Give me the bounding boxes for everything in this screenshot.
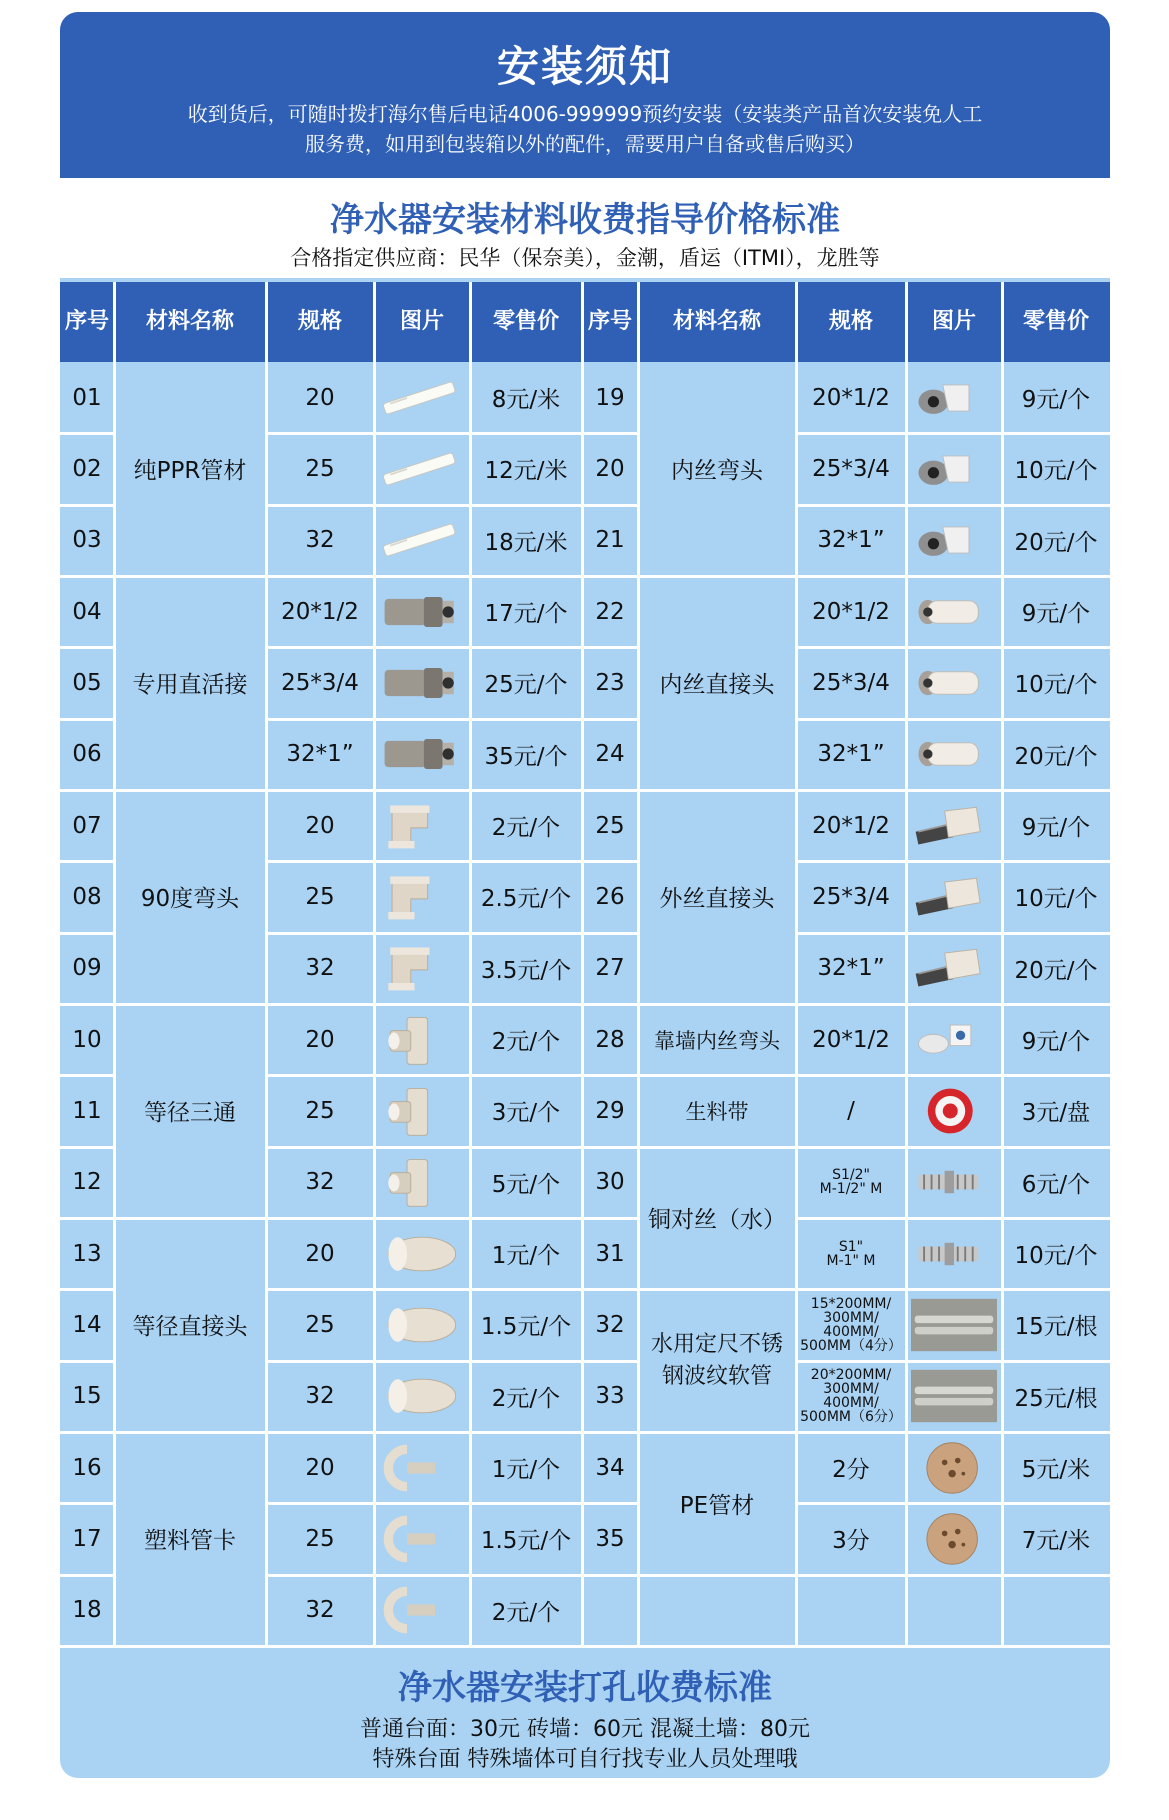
price-value: 9元/个 bbox=[1021, 601, 1091, 628]
spec-value: 25 bbox=[305, 883, 335, 910]
spec-value bbox=[796, 1361, 906, 1432]
notice-title: 安装须知 bbox=[496, 42, 673, 91]
row-divider bbox=[582, 1502, 638, 1505]
row-number: 21 bbox=[595, 527, 625, 554]
row-divider bbox=[266, 646, 582, 649]
price-value: 20元/个 bbox=[1014, 529, 1098, 556]
union-icon bbox=[377, 579, 467, 644]
row-divider bbox=[582, 1003, 1110, 1006]
brass-icon bbox=[909, 1221, 999, 1286]
spec-value: / bbox=[847, 1097, 855, 1124]
price-value: 8元/米 bbox=[491, 387, 561, 414]
spec-value: 32*1” bbox=[817, 527, 885, 554]
material-name: 靠墙内丝弯头 bbox=[654, 1028, 780, 1053]
clip-icon bbox=[377, 1506, 467, 1571]
row-divider bbox=[582, 575, 1110, 578]
header-name: 材料名称 bbox=[672, 309, 761, 334]
hose-icon bbox=[909, 1364, 999, 1429]
row-divider bbox=[266, 1574, 582, 1577]
row-number: 33 bbox=[595, 1383, 625, 1410]
hose-icon bbox=[909, 1292, 999, 1357]
row-number: 29 bbox=[595, 1097, 625, 1124]
row-number: 05 bbox=[72, 669, 102, 696]
row-number: 26 bbox=[595, 883, 625, 910]
price-value: 2元/个 bbox=[491, 815, 561, 842]
drilling-title: 净水器安装打孔收费标准 bbox=[398, 1668, 772, 1708]
spec-value: 32*1” bbox=[286, 741, 354, 768]
spec-line: M-1" M bbox=[826, 1252, 876, 1269]
material-name: 塑料管卡 bbox=[144, 1528, 236, 1555]
price-value: 10元/个 bbox=[1014, 1243, 1098, 1270]
spec-value bbox=[796, 1289, 906, 1360]
row-number: 17 bbox=[72, 1525, 102, 1552]
header-no: 序号 bbox=[64, 309, 109, 334]
spec-value: 25 bbox=[305, 1525, 335, 1552]
price-value: 9元/个 bbox=[1021, 1029, 1091, 1056]
install-notice bbox=[60, 12, 1110, 178]
tee-icon bbox=[377, 1007, 467, 1072]
row-divider bbox=[60, 432, 114, 435]
tape-icon bbox=[909, 1078, 999, 1143]
row-number: 30 bbox=[595, 1169, 625, 1196]
row-divider bbox=[266, 504, 582, 507]
row-divider bbox=[582, 432, 638, 435]
union-icon bbox=[377, 722, 467, 787]
price-value: 9元/个 bbox=[1021, 815, 1091, 842]
price-value: 2.5元/个 bbox=[480, 886, 572, 913]
spec-value: 25*3/4 bbox=[812, 669, 890, 696]
pipe-icon bbox=[377, 436, 467, 501]
row-number: 11 bbox=[72, 1097, 102, 1124]
spec-value: 2分 bbox=[832, 1457, 870, 1484]
price-value: 20元/个 bbox=[1014, 743, 1098, 770]
m-straight-icon bbox=[909, 936, 999, 1001]
row-divider bbox=[582, 789, 1110, 792]
table-header bbox=[60, 282, 1110, 362]
spec-value: 25 bbox=[305, 1097, 335, 1124]
header-price: 零售价 bbox=[492, 309, 559, 334]
row-divider bbox=[582, 1431, 1110, 1434]
row-divider bbox=[266, 1502, 582, 1505]
price-value: 9元/个 bbox=[1021, 387, 1091, 414]
row-divider bbox=[796, 1502, 1110, 1505]
pipe-icon bbox=[377, 508, 467, 573]
price-value: 25元/个 bbox=[484, 672, 568, 699]
material-name: 纯PPR管材 bbox=[133, 458, 247, 485]
spec-value bbox=[796, 1218, 906, 1289]
spec-value: 25 bbox=[305, 1311, 335, 1338]
clip-icon bbox=[377, 1578, 467, 1643]
row-number: 04 bbox=[72, 598, 102, 625]
row-number: 16 bbox=[72, 1454, 102, 1481]
row-number: 34 bbox=[595, 1454, 625, 1481]
spec-value: 32 bbox=[305, 527, 335, 554]
material-name: 外丝直接头 bbox=[659, 886, 775, 913]
spec-value: 20*1/2 bbox=[812, 1026, 890, 1053]
row-divider bbox=[266, 1288, 582, 1291]
row-divider bbox=[582, 1217, 638, 1220]
row-number: 23 bbox=[595, 669, 625, 696]
price-value: 2元/个 bbox=[491, 1029, 561, 1056]
tee-icon bbox=[377, 1078, 467, 1143]
price-value: 2元/个 bbox=[491, 1385, 561, 1412]
coupling-icon bbox=[377, 1292, 467, 1357]
price-value: 18元/米 bbox=[484, 529, 568, 556]
row-divider bbox=[796, 718, 1110, 721]
row-number: 24 bbox=[595, 741, 625, 768]
price-value: 3元/盘 bbox=[1021, 1100, 1091, 1127]
spec-line: 300MM/ bbox=[823, 1381, 879, 1398]
row-number: 35 bbox=[595, 1525, 625, 1552]
coupling-icon bbox=[377, 1364, 467, 1429]
spec-value: 32*1” bbox=[817, 741, 885, 768]
f-straight-icon bbox=[909, 650, 999, 715]
row-number: 13 bbox=[72, 1240, 102, 1267]
row-divider bbox=[266, 860, 582, 863]
row-divider bbox=[582, 860, 638, 863]
union-icon bbox=[377, 650, 467, 715]
material-name bbox=[638, 1289, 796, 1432]
header-price: 零售价 bbox=[1022, 309, 1089, 334]
spec-line: 400MM/ bbox=[823, 1395, 879, 1412]
row-number: 31 bbox=[595, 1240, 625, 1267]
row-divider bbox=[60, 504, 114, 507]
material-name: 生料带 bbox=[685, 1099, 749, 1124]
row-divider bbox=[60, 1574, 114, 1577]
row-divider bbox=[60, 646, 114, 649]
m-straight-icon bbox=[909, 864, 999, 929]
row-divider bbox=[796, 504, 1110, 507]
clip-icon bbox=[377, 1435, 467, 1500]
row-divider bbox=[266, 1074, 582, 1077]
row-number: 10 bbox=[72, 1026, 102, 1053]
row-divider bbox=[582, 932, 638, 935]
header-image: 图片 bbox=[399, 309, 444, 334]
price-value: 3元/个 bbox=[491, 1100, 561, 1127]
elbow-icon bbox=[377, 864, 467, 929]
row-divider bbox=[582, 1360, 638, 1363]
notice-line-2: 服务费，如用到包装箱以外的配件，需要用户自备或售后购买） bbox=[305, 132, 865, 156]
material-name: 90度弯头 bbox=[140, 886, 240, 913]
spec-value: 20 bbox=[305, 384, 335, 411]
row-divider bbox=[266, 1360, 582, 1363]
row-divider bbox=[60, 718, 114, 721]
row-number: 07 bbox=[72, 812, 102, 839]
spec-value: 25*3/4 bbox=[812, 883, 890, 910]
pricing-header bbox=[60, 178, 1110, 278]
elbow-icon bbox=[377, 793, 467, 858]
row-divider bbox=[796, 860, 1110, 863]
row-number: 27 bbox=[595, 955, 625, 982]
spec-line: M-1/2" M bbox=[819, 1181, 883, 1198]
row-number: 02 bbox=[72, 455, 102, 482]
row-number: 09 bbox=[72, 955, 102, 982]
spec-value: 20*1/2 bbox=[281, 598, 359, 625]
f-elbow-icon bbox=[909, 365, 999, 430]
coupling-icon bbox=[377, 1221, 467, 1286]
price-value: 1元/个 bbox=[491, 1243, 561, 1270]
row-divider bbox=[266, 932, 582, 935]
material-name: 铜对丝（水） bbox=[648, 1207, 786, 1234]
row-number: 25 bbox=[595, 812, 625, 839]
row-number: 03 bbox=[72, 527, 102, 554]
header-image: 图片 bbox=[931, 309, 976, 334]
spec-line: S1" bbox=[838, 1238, 864, 1255]
row-divider bbox=[796, 432, 1110, 435]
spec-value: 32 bbox=[305, 955, 335, 982]
wall-elbow-icon bbox=[909, 1007, 999, 1072]
row-divider bbox=[60, 1074, 114, 1077]
header-name: 材料名称 bbox=[145, 309, 234, 334]
elbow-icon bbox=[377, 936, 467, 1001]
row-divider bbox=[60, 1146, 114, 1149]
pe-roll-icon bbox=[909, 1435, 999, 1500]
spec-line: S1/2" bbox=[832, 1167, 870, 1184]
spec-line: 500MM（4分） bbox=[800, 1337, 902, 1354]
spec-line: 20*200MM/ bbox=[810, 1367, 892, 1384]
spec-value: 20 bbox=[305, 812, 335, 839]
f-straight-icon bbox=[909, 722, 999, 787]
row-divider bbox=[266, 718, 582, 721]
row-number: 12 bbox=[72, 1169, 102, 1196]
row-divider bbox=[582, 504, 638, 507]
row-divider bbox=[582, 1146, 1110, 1149]
drilling-section bbox=[60, 1646, 1110, 1778]
pipe-icon bbox=[377, 365, 467, 430]
spec-value: 25 bbox=[305, 455, 335, 482]
material-name-line: 钢波纹软管 bbox=[661, 1363, 772, 1389]
row-number: 15 bbox=[72, 1383, 102, 1410]
spec-value: 20 bbox=[305, 1454, 335, 1481]
spec-value: 25*3/4 bbox=[281, 669, 359, 696]
spec-value: 20 bbox=[305, 1026, 335, 1053]
price-value: 1元/个 bbox=[491, 1457, 561, 1484]
price-value: 17元/个 bbox=[484, 601, 568, 628]
row-divider bbox=[582, 646, 638, 649]
row-divider bbox=[582, 1574, 1110, 1577]
row-divider bbox=[60, 1502, 114, 1505]
row-number: 06 bbox=[72, 741, 102, 768]
price-value: 10元/个 bbox=[1014, 672, 1098, 699]
row-number: 14 bbox=[72, 1311, 102, 1338]
row-number: 22 bbox=[595, 598, 625, 625]
spec-line: 500MM（6分） bbox=[800, 1409, 902, 1426]
spec-value: 20*1/2 bbox=[812, 812, 890, 839]
price-value: 5元/米 bbox=[1021, 1457, 1091, 1484]
material-name: 内丝弯头 bbox=[671, 458, 763, 485]
m-straight-icon bbox=[909, 793, 999, 858]
price-value: 15元/根 bbox=[1014, 1314, 1098, 1341]
row-divider bbox=[60, 932, 114, 935]
row-number: 08 bbox=[72, 883, 102, 910]
notice-line-1: 收到货后，可随时拨打海尔售后电话4006-999999预约安装（安装类产品首次安装免人工 bbox=[187, 102, 983, 126]
spec-value: 20*1/2 bbox=[812, 384, 890, 411]
spec-value: 3分 bbox=[832, 1528, 870, 1555]
f-straight-icon bbox=[909, 579, 999, 644]
row-divider bbox=[796, 646, 1110, 649]
price-value: 7元/米 bbox=[1021, 1528, 1091, 1555]
price-value: 25元/根 bbox=[1014, 1385, 1098, 1412]
pe-roll-icon bbox=[909, 1506, 999, 1571]
price-value: 3.5元/个 bbox=[480, 957, 572, 984]
drilling-prices: 普通台面：30元 砖墙：60元 混凝土墙：80元 bbox=[360, 1717, 810, 1742]
row-divider bbox=[266, 432, 582, 435]
price-value: 5元/个 bbox=[491, 1171, 561, 1198]
row-divider bbox=[266, 1146, 582, 1149]
spec-line: 15*200MM/ bbox=[810, 1295, 892, 1312]
price-value: 12元/米 bbox=[484, 458, 568, 485]
spec-value: 32 bbox=[305, 1169, 335, 1196]
price-card bbox=[60, 12, 1110, 1778]
row-divider bbox=[582, 718, 638, 721]
price-value: 20元/个 bbox=[1014, 957, 1098, 984]
row-divider bbox=[60, 1360, 114, 1363]
price-value: 1.5元/个 bbox=[480, 1528, 572, 1555]
tee-icon bbox=[377, 1150, 467, 1215]
supplier-line: 合格指定供应商：民华（保奈美），金潮，盾运（ITMI），龙胜等 bbox=[290, 246, 880, 270]
price-value: 10元/个 bbox=[1014, 458, 1098, 485]
header-no: 序号 bbox=[587, 309, 632, 334]
price-value: 10元/个 bbox=[1014, 886, 1098, 913]
row-divider bbox=[60, 860, 114, 863]
row-divider bbox=[796, 1360, 1110, 1363]
spec-value: 20 bbox=[305, 1240, 335, 1267]
spec-value: 32 bbox=[305, 1597, 335, 1624]
header-spec: 规格 bbox=[297, 309, 342, 334]
spec-value: 32*1” bbox=[817, 955, 885, 982]
spec-value: 25*3/4 bbox=[812, 455, 890, 482]
row-number: 32 bbox=[595, 1311, 625, 1338]
row-number: 01 bbox=[72, 384, 102, 411]
price-value: 35元/个 bbox=[484, 743, 568, 770]
spec-value: 20*1/2 bbox=[812, 598, 890, 625]
row-number: 20 bbox=[595, 455, 625, 482]
spec-value: 32 bbox=[305, 1383, 335, 1410]
material-name: 等径直接头 bbox=[132, 1314, 248, 1341]
row-divider bbox=[582, 1288, 1110, 1291]
material-name: 内丝直接头 bbox=[659, 672, 775, 699]
price-value: 2元/个 bbox=[491, 1599, 561, 1626]
row-number: 28 bbox=[595, 1026, 625, 1053]
header-spec: 规格 bbox=[828, 309, 873, 334]
row-number: 18 bbox=[72, 1597, 102, 1624]
spec-value bbox=[796, 1147, 906, 1218]
pricing-title: 净水器安装材料收费指导价格标准 bbox=[330, 200, 840, 240]
material-name: 专用直活接 bbox=[132, 672, 248, 699]
row-divider bbox=[796, 932, 1110, 935]
material-name: 等径三通 bbox=[144, 1100, 236, 1127]
f-elbow-icon bbox=[909, 436, 999, 501]
row-divider bbox=[582, 1074, 1110, 1077]
drilling-note: 特殊台面 特殊墙体可自行找专业人员处理哦 bbox=[372, 1747, 798, 1772]
row-number: 19 bbox=[595, 384, 625, 411]
spec-line: 400MM/ bbox=[823, 1323, 879, 1340]
row-divider bbox=[60, 1288, 114, 1291]
price-value: 1.5元/个 bbox=[480, 1314, 572, 1341]
price-value: 6元/个 bbox=[1021, 1171, 1091, 1198]
row-divider bbox=[796, 1217, 1110, 1220]
f-elbow-icon bbox=[909, 508, 999, 573]
material-name: PE管材 bbox=[679, 1492, 755, 1519]
material-name-line: 水用定尺不锈 bbox=[650, 1331, 783, 1357]
brass-icon bbox=[909, 1150, 999, 1215]
spec-line: 300MM/ bbox=[823, 1309, 879, 1326]
